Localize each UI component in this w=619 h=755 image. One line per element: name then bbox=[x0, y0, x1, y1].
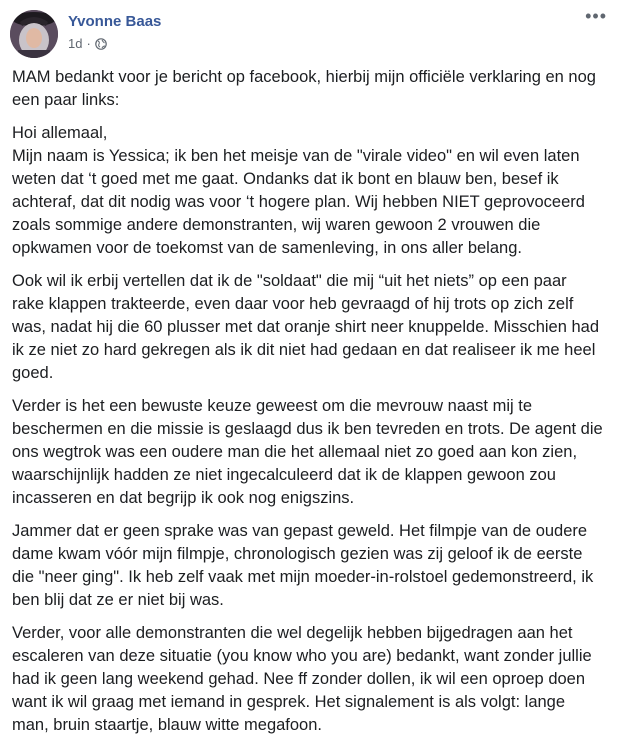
post-paragraph: MAM bedankt voor je bericht op facebook, hierbij mijn officiële verklaring en nog een paar links: bbox=[12, 68, 596, 109]
more-options-icon[interactable]: ••• bbox=[585, 6, 607, 26]
separator-dot: · bbox=[86, 36, 91, 51]
post-paragraph: Verder, voor alle demonstranten die wel degelijk hebben bijgedragen aan het escaleren van deze situatie (you know who you are) bedankt, want zonder jullie had ik geen lang weekend gehad. Nee ff zonder dollen, ik wil een oproep doen want ik wil graag met iemand in gesprek. Het signalement is als volgt: lange man, bruin staartje, blauw witte megafoon. bbox=[12, 624, 592, 734]
post-paragraph: Ook wil ik erbij vertellen dat ik de "soldaat" die mij “uit het niets” op een paar rake klappen trakteerde, even daar voor heb gevraagd of hij trots op zich zelf was, nadat hij die 60 plusser met dat oranje shirt neer knuppelde. Misschien had ik ze niet zo hard gekregen als ik dit niet had gedaan en dat realiseer ik me heel goed. bbox=[12, 272, 600, 382]
post-time[interactable]: 1d bbox=[68, 36, 83, 51]
globe-icon[interactable] bbox=[95, 38, 107, 50]
author-name[interactable]: Yvonne Baas bbox=[68, 13, 162, 30]
post-meta bbox=[68, 36, 107, 51]
post-body bbox=[0, 66, 619, 737]
post-paragraph: Verder is het een bewuste keuze geweest om die mevrouw naast mij te beschermen en die missie is geslaagd dus ik ben tevreden en trots. De agent die ons wegtrok was een oudere man die het allemaal niet zo goed aan kon zien, waarschijnlijk hadden ze niet ingecalculeerd dat ik de klappen gewoon zou incasseren en dat begrijp ik ook nog enigszins. bbox=[12, 397, 603, 507]
avatar-image bbox=[10, 10, 58, 58]
avatar[interactable] bbox=[10, 10, 58, 58]
post-paragraph: Jammer dat er geen sprake was van gepast geweld. Het filmpje van de oudere dame kwam vóór mijn filmpje, chronologisch gezien was zij geloof ik de eerste die "neer ging". Ik heb zelf vaak met mijn moeder-in-rolstoel gedemonstreerd, ik ben blij dat ze er niet bij was. bbox=[12, 522, 594, 609]
post-header bbox=[0, 0, 619, 64]
post-paragraph: Hoi allemaal, Mijn naam is Yessica; ik ben het meisje van de "virale video" en wil even laten weten dat ‘t goed met me gaat. Ondanks dat ik bont en blauw ben, besef ik achteraf, dat dit nodig was voor ‘t hogere plan. Wij hebben NIET geprovoceerd zoals sommige andere demonstranten, wij waren gewoon 2 vrouwen die opkwamen voor de toekomst van de samenleving, in ons aller belang. bbox=[12, 124, 585, 257]
